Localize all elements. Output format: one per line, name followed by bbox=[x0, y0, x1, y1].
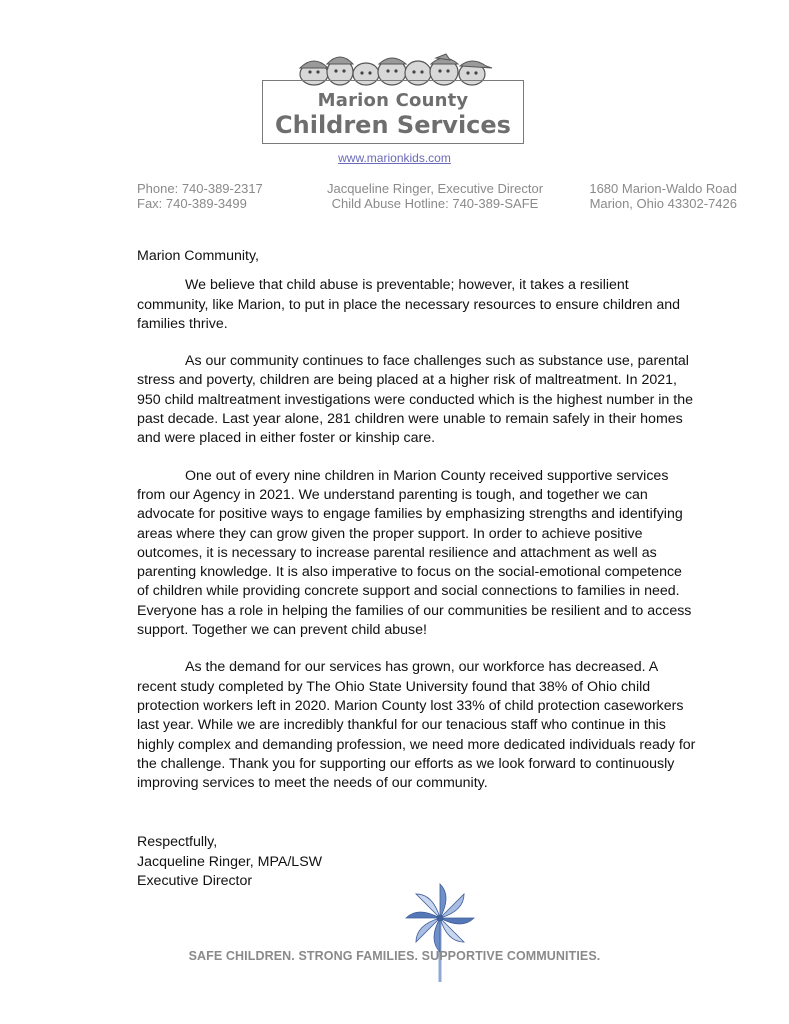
address-line1: 1680 Marion-Waldo Road bbox=[589, 181, 737, 196]
logo-org-line2: Children Services bbox=[275, 111, 511, 139]
footer-tagline: SAFE CHILDREN. STRONG FAMILIES. SUPPORTIVE COMMUNITIES. bbox=[188, 949, 601, 963]
signer-name: Jacqueline Ringer, MPA/LSW bbox=[137, 853, 323, 870]
signer-title: Executive Director bbox=[137, 873, 253, 890]
contact-phone-fax bbox=[137, 181, 263, 211]
website-link[interactable]: www.marionkids.com bbox=[338, 151, 451, 165]
hotline-line: Child Abuse Hotline: 740-389-SAFE bbox=[331, 196, 539, 211]
fax-number: Fax: 740-389-3499 bbox=[137, 196, 247, 211]
contact-director-hotline bbox=[300, 181, 570, 211]
paragraph-3: One out of every nine children in Marion County received supportive services from our Agency in 2021. We understand parenting is tough, and together we can advocate for positive ways to engage families by emphasizing strengths and identifying areas where they can grow given the proper support. In order to achieve positive outcomes, it is necessary to increase parental resilience and attachment as well as parenting knowledge. It is also imperative to focus on the social-emotional competence of children while providing concrete support and social connections to families in need. Everyone has a role in helping the families of our communities be resilient and to access support. Together we can prevent child abuse! bbox=[137, 467, 692, 639]
salutation: Marion Community, bbox=[137, 248, 259, 264]
letter-body bbox=[137, 247, 697, 891]
closing: Respectfully, bbox=[137, 834, 218, 851]
phone-number: Phone: 740-389-2317 bbox=[137, 181, 263, 196]
logo-box bbox=[262, 80, 524, 144]
pinwheel-icon bbox=[400, 878, 480, 984]
logo-org-line1: Marion County bbox=[317, 90, 469, 111]
paragraph-4: As the demand for our services has grown, our workforce has decreased. A recent study completed by The Ohio State University found that 38% of Ohio child protection workers left in 2020. Marion County lost 33% of child protection caseworkers last year. While we are incredibly thankful for our tenacious staff who continue in this highly complex and demanding profession, we need more dedicated individuals ready for the challenge. Thank you for supporting our efforts as we look forward to continuously improving services to meet the needs of our community. bbox=[137, 659, 696, 792]
paragraph-1: We believe that child abuse is preventable; however, it takes a resilient community, like Marion, to put in place the necessary resources to ensure children and families thrive. bbox=[137, 277, 681, 332]
contact-address bbox=[560, 181, 737, 211]
director-line: Jacqueline Ringer, Executive Director bbox=[326, 181, 544, 196]
paragraph-2: As our community continues to face challenges such as substance use, parental stress and poverty, children are being placed at a higher risk of maltreatment. In 2021, 950 child maltreatment investigations were conducted which is the highest number in the past decade. Last year alone, 281 children were unable to remain safely in their homes and were placed in either foster or kinship care. bbox=[137, 353, 693, 447]
address-line2: Marion, Ohio 43302-7426 bbox=[589, 196, 737, 211]
